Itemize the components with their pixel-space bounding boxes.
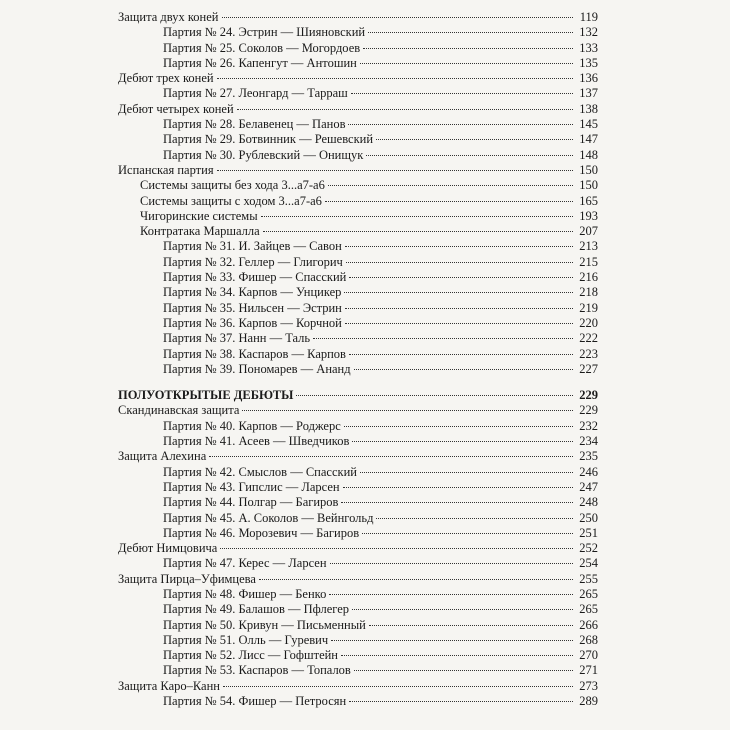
toc-entry <box>118 618 598 633</box>
toc-entry <box>118 663 598 678</box>
toc-entry-page-number: 135 <box>579 55 598 70</box>
toc-entry-title: Партия № 30. Рублевский — Онищук <box>163 147 364 162</box>
toc-entry <box>118 71 598 86</box>
toc-entry <box>118 209 598 224</box>
toc-entry-title: Защита Каро–Канн <box>118 678 220 693</box>
toc-entry-page-number: 137 <box>579 86 598 101</box>
toc-entry <box>118 270 598 285</box>
toc-entry <box>118 495 598 510</box>
toc-entry-title: Партия № 48. Фишер — Бенко <box>163 586 327 601</box>
dot-leader <box>349 701 573 702</box>
toc-entry-page-number: 223 <box>579 346 598 361</box>
dot-leader <box>328 185 573 186</box>
dot-leader <box>313 338 573 339</box>
toc-entry-page-number: 222 <box>579 331 598 346</box>
dot-leader <box>349 277 573 278</box>
toc-entry <box>118 511 598 526</box>
toc-entry-title: Партия № 50. Кривун — Письменный <box>163 617 366 632</box>
toc-entry-title: Партия № 54. Фишер — Петросян <box>163 694 347 709</box>
toc-entry <box>118 633 598 648</box>
toc-entry-page-number: 255 <box>579 571 598 586</box>
toc-entry-title: Партия № 45. А. Соколов — Вейнгольд <box>163 510 374 525</box>
dot-leader <box>366 155 573 156</box>
toc-entry-page-number: 148 <box>579 147 598 162</box>
toc-entry <box>118 239 598 254</box>
toc-entry-page-number: 150 <box>579 162 598 177</box>
toc-entry <box>118 526 598 541</box>
dot-leader <box>296 395 573 396</box>
toc-entry-page-number: 252 <box>579 541 598 556</box>
toc-entry-title: Партия № 24. Эстрин — Шияновский <box>163 25 366 40</box>
toc-entry <box>118 224 598 239</box>
toc-entry-page-number: 219 <box>579 300 598 315</box>
toc-entry-title: Контратака Маршалла <box>140 224 260 239</box>
toc-entry <box>118 556 598 571</box>
toc-entry-page-number: 271 <box>579 663 598 678</box>
dot-leader <box>263 231 573 232</box>
toc-entry-title: Партия № 46. Морозевич — Багиров <box>163 525 360 540</box>
dot-leader <box>220 548 573 549</box>
dot-leader <box>325 201 573 202</box>
toc-entry-title: Системы защиты с ходом 3...a7-a6 <box>140 193 322 208</box>
toc-entry <box>118 194 598 209</box>
dot-leader <box>376 518 573 519</box>
dot-leader <box>343 487 573 488</box>
toc-entry-title: Партия № 40. Карпов — Роджерс <box>163 418 341 433</box>
toc-entry <box>118 602 598 617</box>
toc-entry-title: Партия № 25. Соколов — Могордоев <box>163 40 361 55</box>
toc-entry-title: Партия № 33. Фишер — Спасский <box>163 270 347 285</box>
dot-leader <box>368 32 573 33</box>
toc-entry-title: Партия № 53. Каспаров — Топалов <box>163 663 351 678</box>
toc-entry-page-number: 254 <box>579 556 598 571</box>
table-of-contents <box>118 10 598 709</box>
dot-leader <box>209 456 573 457</box>
toc-entry <box>118 587 598 602</box>
dot-leader <box>360 63 573 64</box>
toc-entry-page-number: 227 <box>579 361 598 376</box>
toc-entry <box>118 148 598 163</box>
toc-entry-title: Партия № 34. Карпов — Унцикер <box>163 285 342 300</box>
toc-entry-title: Партия № 31. И. Зайцев — Савон <box>163 239 342 254</box>
toc-entry <box>118 419 598 434</box>
dot-leader <box>346 262 573 263</box>
dot-leader <box>261 216 573 217</box>
toc-entry-page-number: 247 <box>579 479 598 494</box>
toc-entry-page-number: 250 <box>579 510 598 525</box>
dot-leader <box>341 655 573 656</box>
toc-entry <box>118 41 598 56</box>
toc-entry <box>118 316 598 331</box>
toc-entry-title: Партия № 27. Леонгард — Тарраш <box>163 86 348 101</box>
dot-leader <box>352 441 573 442</box>
dot-leader <box>369 625 573 626</box>
toc-entry <box>118 10 598 25</box>
toc-entry-title: Партия № 44. Полгар — Багиров <box>163 495 339 510</box>
toc-entry-page-number: 248 <box>579 495 598 510</box>
toc-entry-title: Партия № 36. Карпов — Корчной <box>163 315 342 330</box>
toc-entry-title: Защита Алехина <box>118 449 207 464</box>
dot-leader <box>352 609 573 610</box>
toc-entry-title: Партия № 47. Керес — Ларсен <box>163 556 327 571</box>
toc-entry-title: Партия № 37. Нанн — Таль <box>163 331 311 346</box>
toc-entry <box>118 434 598 449</box>
toc-entry-title: Партия № 49. Балашов — Пфлегер <box>163 602 349 617</box>
toc-entry <box>118 449 598 464</box>
toc-entry-page-number: 216 <box>579 270 598 285</box>
toc-entry <box>118 694 598 709</box>
dot-leader <box>330 563 573 564</box>
toc-entry-page-number: 266 <box>579 617 598 632</box>
toc-entry <box>118 679 598 694</box>
dot-leader <box>376 139 573 140</box>
toc-entry-page-number: 147 <box>579 132 598 147</box>
toc-entry-page-number: 235 <box>579 449 598 464</box>
dot-leader <box>354 670 573 671</box>
toc-entry-page-number: 213 <box>579 239 598 254</box>
dot-leader <box>345 308 573 309</box>
toc-entry-page-number: 220 <box>579 315 598 330</box>
toc-entry-title: Скандинавская защита <box>118 403 240 418</box>
toc-entry-page-number: 232 <box>579 418 598 433</box>
toc-entry <box>118 285 598 300</box>
dot-leader <box>351 93 573 94</box>
toc-entry-page-number: 251 <box>579 525 598 540</box>
toc-entry-page-number: 215 <box>579 254 598 269</box>
toc-entry-title: ПОЛУОТКРЫТЫЕ ДЕБЮТЫ <box>118 388 294 403</box>
toc-entry-page-number: 270 <box>579 648 598 663</box>
toc-entry-page-number: 119 <box>579 10 598 24</box>
toc-entry <box>118 362 598 377</box>
toc-entry <box>118 388 598 403</box>
toc-entry-title: Партия № 32. Геллер — Глигорич <box>163 254 343 269</box>
toc-entry-title: Дебют трех коней <box>118 71 214 86</box>
dot-leader <box>217 170 573 171</box>
toc-entry <box>118 572 598 587</box>
toc-entry-title: Испанская партия <box>118 162 214 177</box>
dot-leader <box>217 78 573 79</box>
toc-entry-title: Дебют четырех коней <box>118 101 234 116</box>
toc-entry-page-number: 265 <box>579 586 598 601</box>
toc-entry-page-number: 132 <box>579 25 598 40</box>
toc-entry-title: Партия № 51. Олль — Гуревич <box>163 632 329 647</box>
toc-entry-title: Партия № 26. Капенгут — Антошин <box>163 55 357 70</box>
toc-entry-title: Партия № 39. Пономарев — Ананд <box>163 361 351 376</box>
toc-entry-title: Партия № 52. Лисс — Гофштейн <box>163 648 338 663</box>
dot-leader <box>348 124 573 125</box>
toc-entry-page-number: 246 <box>579 464 598 479</box>
dot-leader <box>237 109 573 110</box>
toc-entry <box>118 86 598 101</box>
toc-entry-title: Дебют Нимцовича <box>118 541 218 556</box>
dot-leader <box>344 292 573 293</box>
dot-leader <box>362 533 573 534</box>
toc-entry <box>118 347 598 362</box>
toc-entry-page-number: 133 <box>579 40 598 55</box>
toc-entry <box>118 25 598 40</box>
toc-entry <box>118 331 598 346</box>
toc-entry-title: Партия № 28. Белавенец — Панов <box>163 117 346 132</box>
toc-entry <box>118 132 598 147</box>
toc-entry-title: Чигоринские системы <box>140 208 258 223</box>
dot-leader <box>331 640 573 641</box>
toc-entry-page-number: 150 <box>579 178 598 193</box>
toc-entry <box>118 403 598 418</box>
dot-leader <box>354 369 573 370</box>
toc-entry-page-number: 268 <box>579 632 598 647</box>
toc-entry-page-number: 145 <box>579 117 598 132</box>
toc-entry-page-number: 138 <box>579 101 598 116</box>
dot-leader <box>223 686 573 687</box>
toc-entry-title: Партия № 42. Смыслов — Спасский <box>163 464 357 479</box>
toc-entry <box>118 480 598 495</box>
toc-entry <box>118 163 598 178</box>
toc-entry-title: Партия № 41. Асеев — Шведчиков <box>163 434 350 449</box>
dot-leader <box>329 594 573 595</box>
dot-leader <box>345 246 573 247</box>
toc-entry <box>118 56 598 71</box>
dot-leader <box>349 354 573 355</box>
toc-entry <box>118 117 598 132</box>
dot-leader <box>345 323 573 324</box>
toc-entry-title: Партия № 43. Гипслис — Ларсен <box>163 479 340 494</box>
toc-entry-title: Защита Пирца–Уфимцева <box>118 571 256 586</box>
toc-entry-title: Системы защиты без хода 3...a7-a6 <box>140 178 325 193</box>
toc-entry-page-number: 273 <box>579 678 598 693</box>
toc-entry-title: Партия № 38. Каспаров — Карпов <box>163 346 346 361</box>
toc-entry <box>118 255 598 270</box>
toc-entry-title: Партия № 35. Нильсен — Эстрин <box>163 300 342 315</box>
dot-leader <box>344 426 573 427</box>
toc-entry-page-number: 234 <box>579 434 598 449</box>
toc-entry-page-number: 165 <box>579 193 598 208</box>
toc-entry <box>118 178 598 193</box>
toc-entry <box>118 648 598 663</box>
toc-entry-page-number: 289 <box>579 694 598 709</box>
toc-entry-page-number: 136 <box>579 71 598 86</box>
toc-entry <box>118 301 598 316</box>
toc-entry-page-number: 265 <box>579 602 598 617</box>
dot-leader <box>360 472 573 473</box>
dot-leader <box>259 579 573 580</box>
toc-entry-title: Защита двух коней <box>118 10 219 24</box>
toc-entry-page-number: 229 <box>579 388 598 403</box>
toc-entry-page-number: 218 <box>579 285 598 300</box>
dot-leader <box>222 17 574 18</box>
toc-entry <box>118 465 598 480</box>
dot-leader <box>341 502 573 503</box>
dot-leader <box>242 410 573 411</box>
toc-entry <box>118 102 598 117</box>
toc-entry-page-number: 207 <box>579 224 598 239</box>
toc-entry-page-number: 193 <box>579 208 598 223</box>
toc-entry <box>118 541 598 556</box>
toc-entry-title: Партия № 29. Ботвинник — Решевский <box>163 132 374 147</box>
toc-entry-page-number: 229 <box>579 403 598 418</box>
dot-leader <box>363 48 573 49</box>
